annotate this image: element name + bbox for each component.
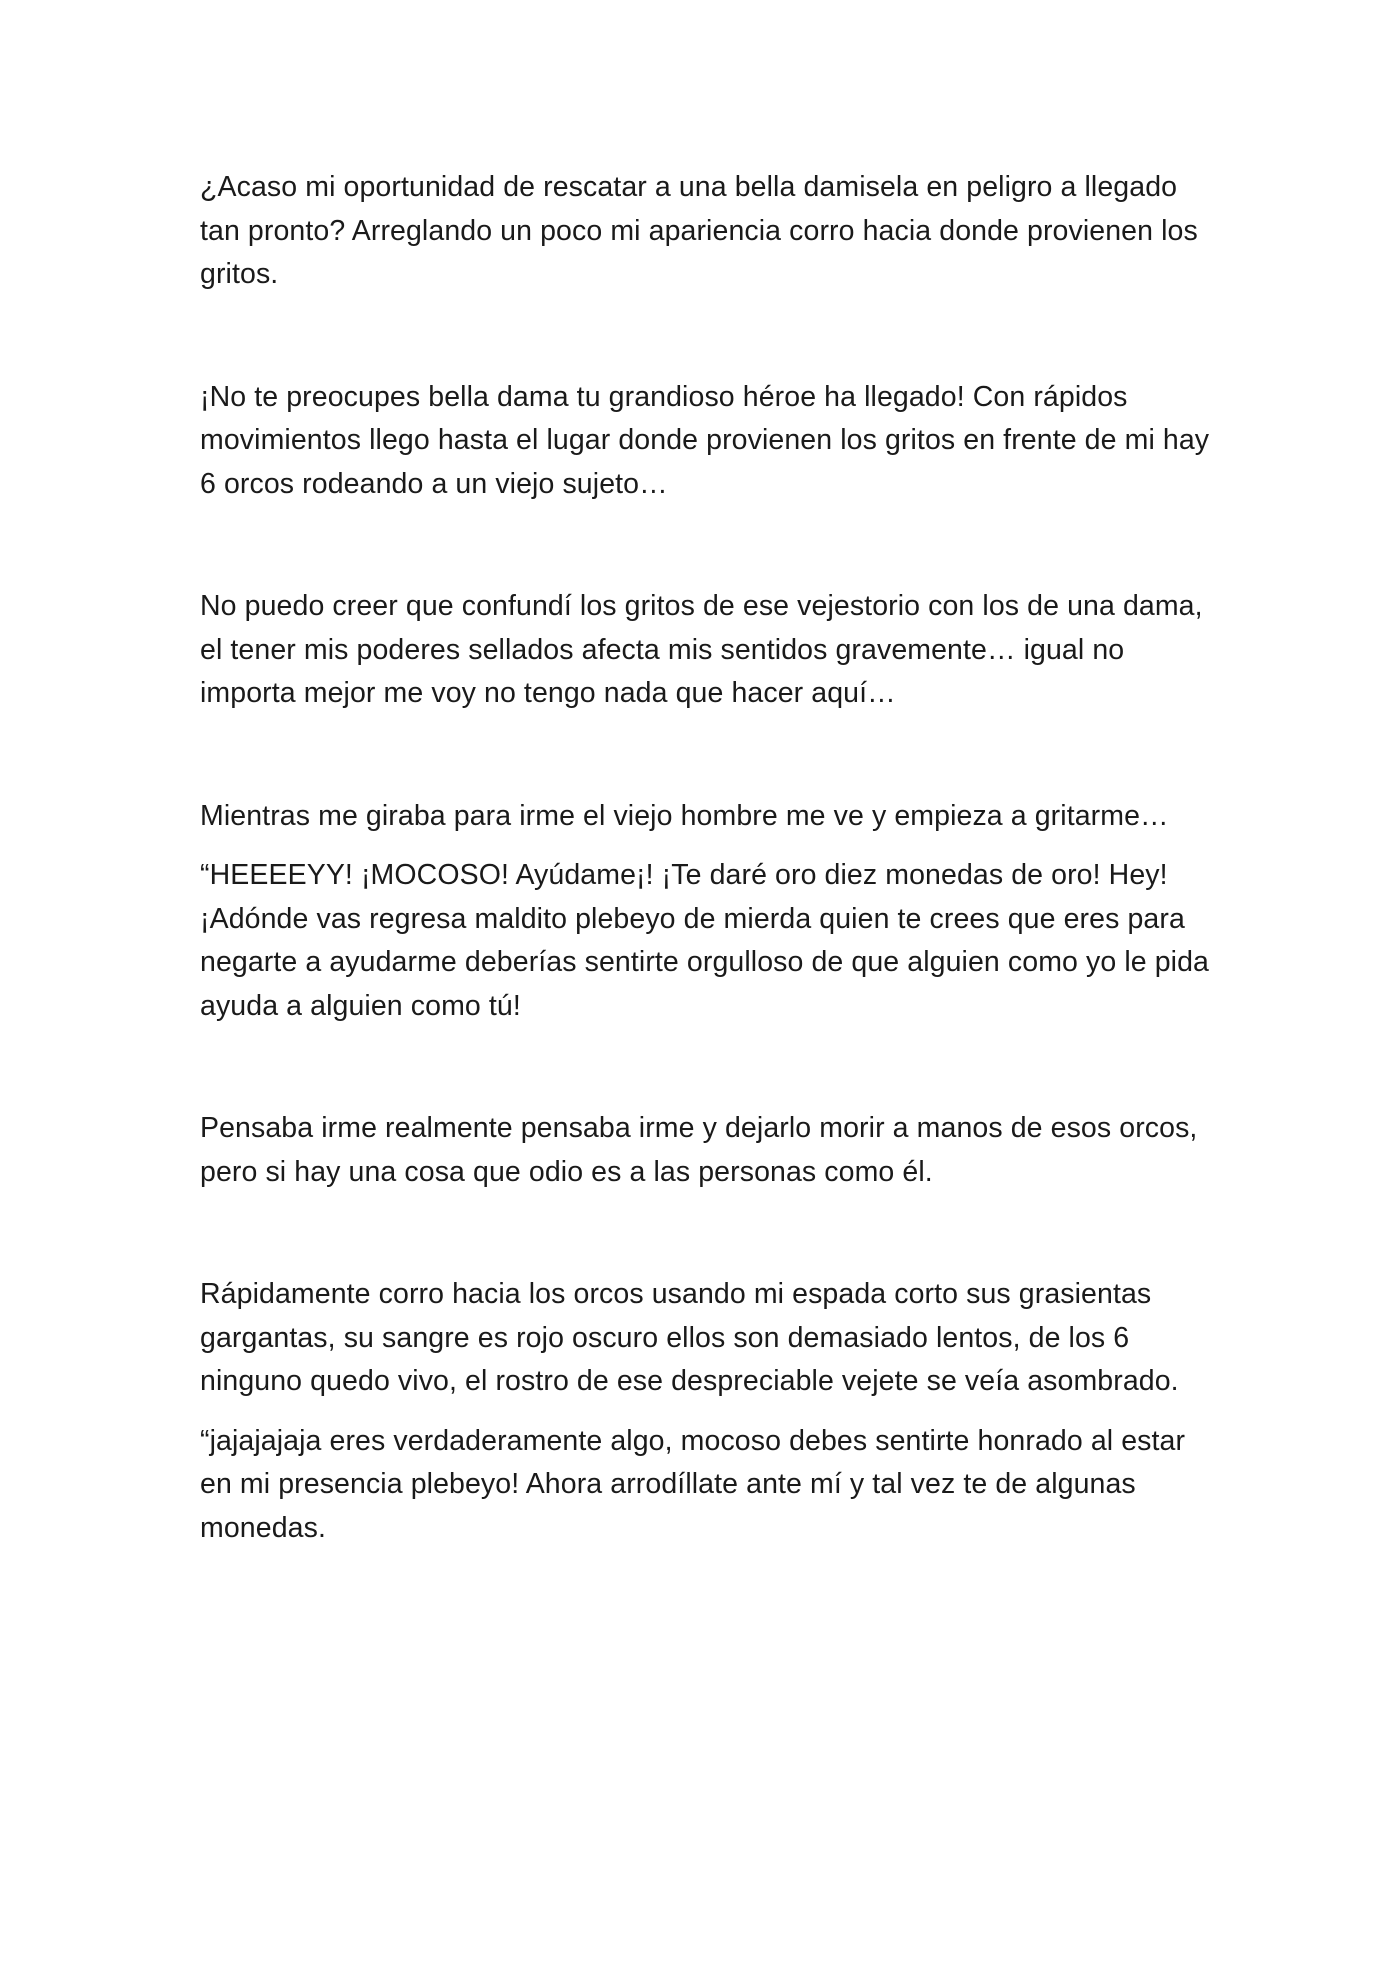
paragraph-4: Mientras me giraba para irme el viejo hombre me ve y empieza a gritarme… <box>200 799 1169 832</box>
paragraph-1: ¿Acaso mi oportunidad de rescatar a una bella damisela en peligro a llegado tan pronto? Arreglando un poco mi apariencia corro hacia donde provienen los gritos. <box>200 171 1198 290</box>
document-body <box>200 166 1210 1550</box>
paragraph-8: “jajajajaja eres verdaderamente algo, mocoso debes sentirte honrado al estar en mi presencia plebeyo! Ahora arrodíllate ante mí y tal vez te de algunas monedas. <box>200 1424 1186 1544</box>
paragraph-6: Pensaba irme realmente pensaba irme y dejarlo morir a manos de esos orcos, pero si hay una cosa que odio es a las personas como él. <box>200 1112 1198 1188</box>
paragraph-2: ¡No te preocupes bella dama tu grandioso héroe ha llegado! Con rápidos movimientos llego hasta el lugar donde provienen los gritos en frente de mi hay 6 orcos rodeando a un viejo sujeto… <box>200 380 1210 500</box>
paragraph-5: “HEEEEYY! ¡MOCOSO! Ayúdame¡! ¡Te daré oro diez monedas de oro! Hey! ¡Adónde vas regresa maldito plebeyo de mierda quien te crees que eres para negarte a ayudarme deberías sentirte orgulloso de que alguien como yo le pida ayuda a alguien como tú! <box>200 859 1210 1022</box>
paragraph-7: Rápidamente corro hacia los orcos usando mi espada corto sus grasientas gargantas, su sangre es rojo oscuro ellos son demasiado lentos, de los 6 ninguno quedo vivo, el rostro de ese despreciable vejete se veía asombrado. <box>200 1278 1179 1397</box>
paragraph-3: No puedo creer que confundí los gritos de ese vejestorio con los de una dama, el tener mis poderes sellados afecta mis sentidos gravemente… igual no importa mejor me voy no tengo nada que hacer aquí… <box>200 590 1203 709</box>
